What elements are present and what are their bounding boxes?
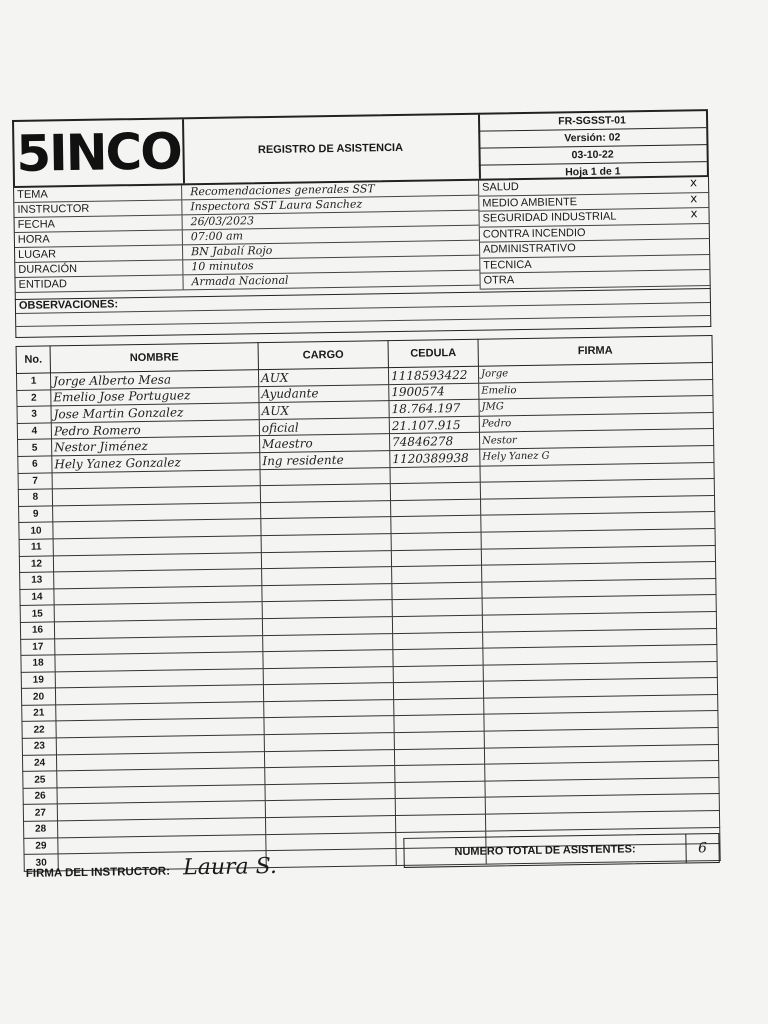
total-label: NUMERO TOTAL DE ASISTENTES: (454, 843, 636, 859)
attendee-cargo (261, 550, 391, 569)
category-label: SEGURIDAD INDUSTRIAL (482, 210, 617, 225)
attendee-cargo (261, 517, 391, 536)
row-number: 21 (22, 705, 56, 722)
row-number: 17 (21, 638, 55, 655)
check-mark-icon: x (689, 175, 698, 190)
attendee-signature: JMG (479, 396, 713, 416)
total-attendees (403, 833, 719, 868)
row-number: 23 (22, 738, 56, 755)
attendee-cargo (262, 616, 392, 635)
attendee-name: Jorge Alberto Mesa (50, 370, 258, 390)
row-number: 10 (19, 522, 53, 539)
category-label: OTRA (483, 274, 515, 287)
attendee-cargo: oficial (259, 417, 389, 436)
attendee-cargo (264, 749, 394, 768)
info-label: DURACIÓN (15, 260, 183, 277)
row-number: 19 (21, 672, 55, 689)
category-label: CONTRA INCENDIO (482, 226, 586, 241)
check-mark-icon: x (690, 206, 698, 221)
attendee-cedula (392, 565, 482, 583)
attendee-cargo (266, 832, 396, 851)
category-label: MEDIO AMBIENTE (482, 195, 578, 210)
info-label: LUGAR (15, 245, 183, 262)
total-value: 6 (685, 834, 718, 863)
attendee-cedula: 18.764.197 (389, 399, 479, 417)
form-code-block (478, 111, 707, 179)
attendee-cedula (393, 665, 483, 683)
attendee-cedula (391, 499, 481, 517)
info-value: Armada Nacional (191, 273, 289, 289)
info-value: BN Jabalí Rojo (190, 243, 273, 259)
row-number: 6 (18, 456, 52, 473)
attendee-signature: Pedro (479, 412, 713, 432)
row-number: 29 (24, 837, 58, 854)
attendee-cargo (264, 699, 394, 718)
attendee-cedula (394, 748, 484, 766)
row-number: 27 (23, 804, 57, 821)
attendee-name: Emelio Jose Portuguez (51, 386, 259, 406)
row-number: 11 (19, 539, 53, 556)
attendee-cargo (264, 716, 394, 735)
attendee-cargo (263, 666, 393, 685)
row-number: 8 (18, 489, 52, 506)
attendee-signature: Jorge (478, 363, 712, 383)
attendee-cargo (265, 782, 395, 801)
attendee-cargo (266, 849, 396, 868)
row-number: 22 (22, 721, 56, 738)
info-label: FECHA (15, 215, 183, 232)
attendee-cedula (395, 781, 485, 799)
attendee-cedula (394, 731, 484, 749)
info-label: ENTIDAD (15, 275, 183, 292)
form-version: Versión: 02 (478, 128, 706, 149)
attendee-cargo (262, 600, 392, 619)
row-number: 2 (17, 390, 51, 407)
attendee-cedula: 1900574 (389, 383, 479, 401)
row-number: 20 (21, 688, 55, 705)
attendee-cargo: Ayudante (259, 384, 389, 403)
attendee-cedula (392, 582, 482, 600)
attendee-signature: Emelio (479, 379, 713, 399)
attendee-name: Jose Martin Gonzalez (51, 403, 259, 423)
row-number: 30 (24, 854, 58, 871)
info-label: TEMA (14, 185, 182, 202)
row-number: 9 (19, 506, 53, 523)
info-label: INSTRUCTOR (14, 200, 182, 217)
instructor-signature-value: Laura S. (182, 853, 278, 881)
attendee-cargo (262, 583, 392, 602)
instructor-signature (26, 854, 278, 883)
attendee-cedula (391, 549, 481, 567)
col-name: NOMBRE (50, 343, 258, 373)
row-number: 26 (23, 788, 57, 805)
attendee-cedula: 74846278 (389, 433, 479, 451)
attendee-cargo: AUX (259, 401, 389, 420)
form-page: Hoja 1 de 1 (565, 165, 621, 179)
attendee-cargo: AUX (258, 368, 388, 387)
row-number: 14 (20, 589, 54, 606)
attendee-cargo: Maestro (259, 434, 389, 453)
col-cedula: CEDULA (388, 339, 478, 367)
attendee-cedula: 21.107.915 (389, 416, 479, 434)
attendee-cargo (265, 816, 395, 835)
attendee-cargo (262, 567, 392, 586)
form-header (12, 109, 709, 188)
attendee-cargo (265, 799, 395, 818)
attendee-name: Pedro Romero (51, 419, 259, 439)
attendee-cargo (260, 484, 390, 503)
attendee-cargo (261, 500, 391, 519)
row-number: 1 (16, 373, 50, 390)
attendee-name: Hely Yanez Gonzalez (52, 453, 260, 473)
row-number: 15 (20, 605, 54, 622)
category-label: TECNICA (483, 258, 532, 272)
row-number: 24 (22, 755, 56, 772)
attendee-signature: Nestor (479, 429, 713, 449)
attendee-cedula (393, 681, 483, 699)
check-mark-icon: x (690, 190, 698, 205)
attendee-cedula (395, 814, 485, 832)
attendee-cargo: Ing residente (260, 451, 390, 470)
row-number: 13 (20, 572, 54, 589)
attendee-cedula (395, 798, 485, 816)
attendee-cedula (393, 632, 483, 650)
attendee-name: Nestor Jiménez (52, 436, 260, 456)
col-no: No. (16, 346, 50, 374)
attendee-cedula (394, 698, 484, 716)
row-number: 3 (17, 406, 51, 423)
attendee-cargo (263, 683, 393, 702)
row-number: 4 (17, 423, 51, 440)
attendee-cedula (390, 482, 480, 500)
session-info (13, 177, 711, 300)
attendee-cedula (393, 648, 483, 666)
attendance-form (12, 109, 724, 890)
form-date: 03-10-22 (479, 145, 707, 166)
row-number: 7 (18, 472, 52, 489)
info-value: 10 minutos (191, 259, 254, 274)
attendee-cedula (390, 466, 480, 484)
company-logo: 5INCO (14, 119, 185, 186)
attendee-cedula (394, 715, 484, 733)
category-item (480, 270, 710, 289)
row-number: 5 (18, 439, 52, 456)
attendee-cedula (392, 598, 482, 616)
col-firma: FIRMA (478, 336, 712, 367)
attendee-cedula: 1118593422 (388, 366, 478, 384)
attendee-cargo (265, 766, 395, 785)
row-number: 16 (20, 622, 54, 639)
form-title: REGISTRO DE ASISTENCIA (182, 115, 481, 184)
info-value: 07:00 am (190, 229, 244, 244)
attendee-cargo (264, 733, 394, 752)
row-number: 25 (23, 771, 57, 788)
category-label: ADMINISTRATIVO (482, 242, 576, 256)
attendee-cargo (260, 467, 390, 486)
info-label: HORA (15, 230, 183, 247)
attendee-cedula (392, 615, 482, 633)
info-value: Recomendaciones generales SST (190, 182, 375, 199)
observations-label: OBSERVACIONES: (16, 289, 710, 314)
attendee-cedula (391, 516, 481, 534)
attendee-signature: Hely Yanez G (480, 445, 714, 465)
info-value: 26/03/2023 (190, 214, 255, 229)
attendee-cedula (391, 532, 481, 550)
category-label: SALUD (482, 181, 519, 194)
instructor-signature-label: FIRMA DEL INSTRUCTOR: (25, 865, 171, 880)
row-number: 12 (19, 555, 53, 572)
attendee-cedula: 1120389938 (390, 449, 480, 467)
row-number: 28 (24, 821, 58, 838)
attendees-table (16, 335, 721, 872)
info-value: Inspectora SST Laura Sanchez (190, 197, 363, 214)
attendee-cedula (395, 764, 485, 782)
attendee-cargo (261, 534, 391, 553)
attendee-cargo (263, 633, 393, 652)
row-number: 18 (21, 655, 55, 672)
attendee-cargo (263, 650, 393, 669)
col-cargo: CARGO (258, 341, 388, 370)
form-code: FR-SGSST-01 (478, 111, 706, 132)
